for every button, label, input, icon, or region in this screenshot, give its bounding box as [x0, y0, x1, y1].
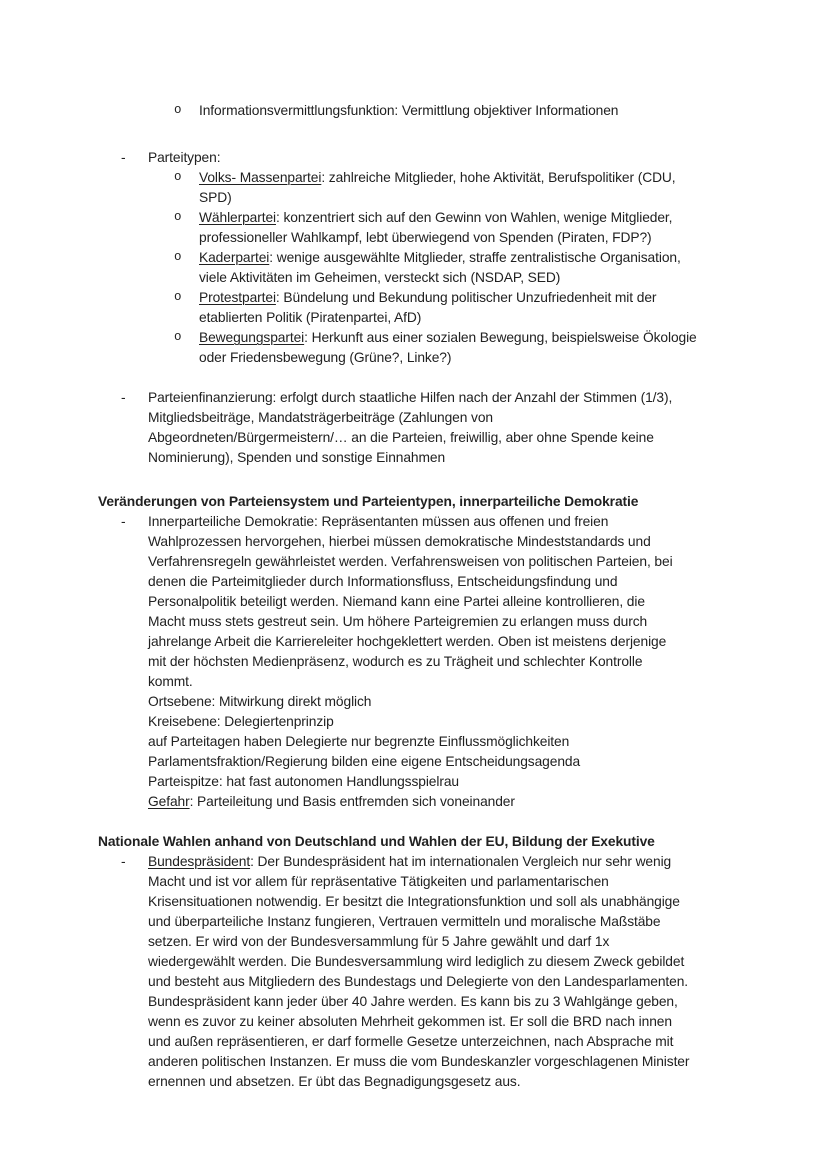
- item-text: Ortsebene: Mitwirkung direkt möglich: [148, 694, 372, 709]
- text-line: [148, 932, 828, 952]
- item-text: etablierten Politik (Piratenpartei, AfD): [199, 310, 422, 325]
- item-text: oder Friedensbewegung (Grüne?, Linke?): [199, 350, 452, 365]
- text-line: [148, 992, 828, 1012]
- dash-bullet: -: [121, 390, 126, 405]
- bullet-item-volkspartei: [174, 168, 828, 188]
- circle-bullet: o: [174, 250, 182, 264]
- item-text: : konzentriert sich auf den Gewinn von Wahlen, wenige Mitglieder,: [276, 210, 673, 225]
- text-line: [148, 1012, 828, 1032]
- bullet-item-volkspartei-cont: [199, 188, 828, 208]
- text-line-gefahr: [148, 792, 828, 812]
- bullet-item-bewegungspartei-cont: [199, 348, 828, 368]
- bullet-item-waehlerpartei-cont: [199, 228, 828, 248]
- bullet-item-protestpartei: [174, 288, 828, 308]
- dash-item-parteienfinanzierung-cont: [148, 408, 828, 428]
- blank-line: [0, 121, 828, 148]
- item-text: jahrelange Arbeit die Karriereleiter hochgeklettert werden. Oben ist meistens derjenige: [148, 634, 667, 649]
- item-text: mit der höchsten Medienpräsenz, wodurch es zu Trägheit und schlechter Kontrolle: [148, 654, 643, 669]
- item-text: ernennen und absetzen. Er übt das Begnadigungsgesetz aus.: [148, 1074, 521, 1089]
- item-text: SPD): [199, 190, 232, 205]
- item-text: : wenige ausgewählte Mitglieder, straffe zentralistische Organisation,: [269, 250, 681, 265]
- text-line: [148, 952, 828, 972]
- section-heading-veraenderungen: Veränderungen von Parteiensystem und Parteientypen, innerparteiliche Demokratie: [98, 494, 639, 509]
- dash-item-bundespraesident: [121, 852, 828, 872]
- circle-bullet: o: [174, 290, 182, 304]
- dash-item-parteienfinanzierung-cont: [148, 448, 828, 468]
- item-text: Kreisebene: Delegiertenprinzip: [148, 714, 334, 729]
- dash-item-innerparteiliche-demokratie: [121, 512, 828, 532]
- text-line: [148, 1032, 828, 1052]
- item-text: kommt.: [148, 674, 193, 689]
- underlined-term: Gefahr: [148, 794, 190, 809]
- item-text: und besteht aus Mitgliedern des Bundestags und Delegierte von den Landesparlamenten.: [148, 974, 689, 989]
- dash-item-parteienfinanzierung-cont: [148, 428, 828, 448]
- item-text: Innerparteiliche Demokratie: Repräsentanten müssen aus offenen und freien: [148, 514, 609, 529]
- blank-line: [0, 468, 828, 492]
- dash-item-parteienfinanzierung: [121, 388, 828, 408]
- item-text: anderen politischen Instanzen. Er muss die vom Bundeskanzler vorgeschlagenen Minister: [148, 1054, 690, 1069]
- item-text: Informationsvermittlungsfunktion: Vermittlung objektiver Informationen: [199, 103, 619, 118]
- item-text: wiedergewählt werden. Die Bundesversammlung wird lediglich zu diesem Zweck gebildet: [148, 954, 685, 969]
- dash-bullet: -: [121, 514, 126, 529]
- bullet-item-kaderpartei: [174, 248, 828, 268]
- item-text: : Der Bundespräsident hat im internationalen Vergleich nur sehr wenig: [250, 854, 672, 869]
- dash-item-parteitypen: [121, 148, 828, 168]
- text-line-kreisebene: [148, 712, 828, 732]
- text-line: [148, 892, 828, 912]
- text-line: [148, 652, 828, 672]
- text-line-parteispitze: [148, 772, 828, 792]
- item-text: professioneller Wahlkampf, lebt überwiegend von Spenden (Piraten, FDP?): [199, 230, 652, 245]
- underlined-term: Protestpartei: [199, 290, 276, 305]
- underlined-term: Kaderpartei: [199, 250, 270, 265]
- text-line: [148, 972, 828, 992]
- item-text: Macht und ist vor allem für repräsentative Tätigkeiten und parlamentarischen: [148, 874, 609, 889]
- item-text: Macht muss stets gestreut sein. Um höhere Parteigremien zu erlangen muss durch: [148, 614, 648, 629]
- underlined-term: Bundespräsident: [148, 854, 251, 869]
- item-text: : Parteileitung und Basis entfremden sich voneinander: [189, 794, 515, 809]
- blank-line: [0, 368, 828, 388]
- circle-bullet: o: [174, 210, 182, 224]
- item-text: : Herkunft aus einer sozialen Bewegung, beispielsweise Ökologie: [304, 330, 697, 345]
- bullet-item-bewegungspartei: [174, 328, 828, 348]
- item-text: Parlamentsfraktion/Regierung bilden eine eigene Entscheidungsagenda: [148, 754, 581, 769]
- item-text: Parteienfinanzierung: erfolgt durch staatliche Hilfen nach der Anzahl der Stimmen (1/3),: [148, 390, 673, 405]
- dash-bullet: -: [121, 854, 126, 869]
- text-line: [148, 592, 828, 612]
- item-text: Parteitypen:: [148, 150, 221, 165]
- bullet-item-informationsvermittlung: [174, 101, 828, 121]
- underlined-term: Volks- Massenpartei: [199, 170, 322, 185]
- item-text: wenn es zuvor zu keiner absoluten Mehrheit gekommen ist. Er soll die BRD nach innen: [148, 1014, 672, 1029]
- item-text: : zahlreiche Mitglieder, hohe Aktivität, Berufspolitiker (CDU,: [321, 170, 676, 185]
- text-line: [148, 912, 828, 932]
- dash-bullet: -: [121, 150, 126, 165]
- circle-bullet: o: [174, 170, 182, 184]
- bullet-item-waehlerpartei: [174, 208, 828, 228]
- bullet-item-protestpartei-cont: [199, 308, 828, 328]
- text-line: [148, 552, 828, 572]
- item-text: setzen. Er wird von der Bundesversammlung für 5 Jahre gewählt und darf 1x: [148, 934, 610, 949]
- text-line: [148, 1052, 828, 1072]
- text-line: [148, 572, 828, 592]
- text-line: [148, 1072, 828, 1092]
- text-line-parteitage: [148, 732, 828, 752]
- underlined-term: Bewegungspartei: [199, 330, 305, 345]
- item-text: Nominierung), Spenden und sonstige Einnahmen: [148, 450, 446, 465]
- text-line-ortsebene: [148, 692, 828, 712]
- bullet-item-kaderpartei-cont: [199, 268, 828, 288]
- item-text: Krisensituationen notwendig. Er besitzt die Integrationsfunktion und soll als unabhängige: [148, 894, 680, 909]
- text-line: [148, 872, 828, 892]
- section-heading-nationale-wahlen: Nationale Wahlen anhand von Deutschland und Wahlen der EU, Bildung der Exekutive: [98, 834, 655, 849]
- circle-bullet: o: [174, 330, 182, 344]
- underlined-term: Wählerpartei: [199, 210, 277, 225]
- item-text: und überparteiliche Instanz fungieren, Vertrauen vermitteln und moralische Maßstäbe: [148, 914, 661, 929]
- item-text: Mitgliedsbeiträge, Mandatsträgerbeiträge (Zahlungen von: [148, 410, 493, 425]
- item-text: Verfahrensregeln gewährleistet werden. Verfahrensweisen von politischen Parteien, bei: [148, 554, 673, 569]
- text-line: [148, 672, 828, 692]
- item-text: Parteispitze: hat fast autonomen Handlungsspielrau: [148, 774, 459, 789]
- item-text: auf Parteitagen haben Delegierte nur begrenzte Einflussmöglichkeiten: [148, 734, 570, 749]
- text-line: [148, 612, 828, 632]
- item-text: denen die Parteimitglieder durch Informationsfluss, Entscheidungsfindung und: [148, 574, 618, 589]
- item-text: Abgeordneten/Bürgermeistern/… an die Parteien, freiwillig, aber ohne Spende keine: [148, 430, 654, 445]
- circle-bullet: o: [174, 103, 182, 117]
- item-text: : Bündelung und Bekundung politischer Unzufriedenheit mit der: [275, 290, 657, 305]
- item-text: Wahlprozessen hervorgehen, hierbei müssen demokratische Mindeststandards und: [148, 534, 651, 549]
- item-text: Personalpolitik beteiligt werden. Niemand kann eine Partei alleine kontrollieren, die: [148, 594, 645, 609]
- text-line: [148, 632, 828, 652]
- text-line-parlamentsfraktion: [148, 752, 828, 772]
- item-text: viele Aktivitäten im Geheimen, versteckt sich (NSDAP, SED): [199, 270, 561, 285]
- text-line: [148, 532, 828, 552]
- item-text: und außen repräsentieren, er darf formelle Gesetze unterzeichnen, nach Absprache mit: [148, 1034, 674, 1049]
- item-text: Bundespräsident kann jeder über 40 Jahre werden. Es kann bis zu 3 Wahlgänge geben,: [148, 994, 678, 1009]
- blank-line: [0, 812, 828, 832]
